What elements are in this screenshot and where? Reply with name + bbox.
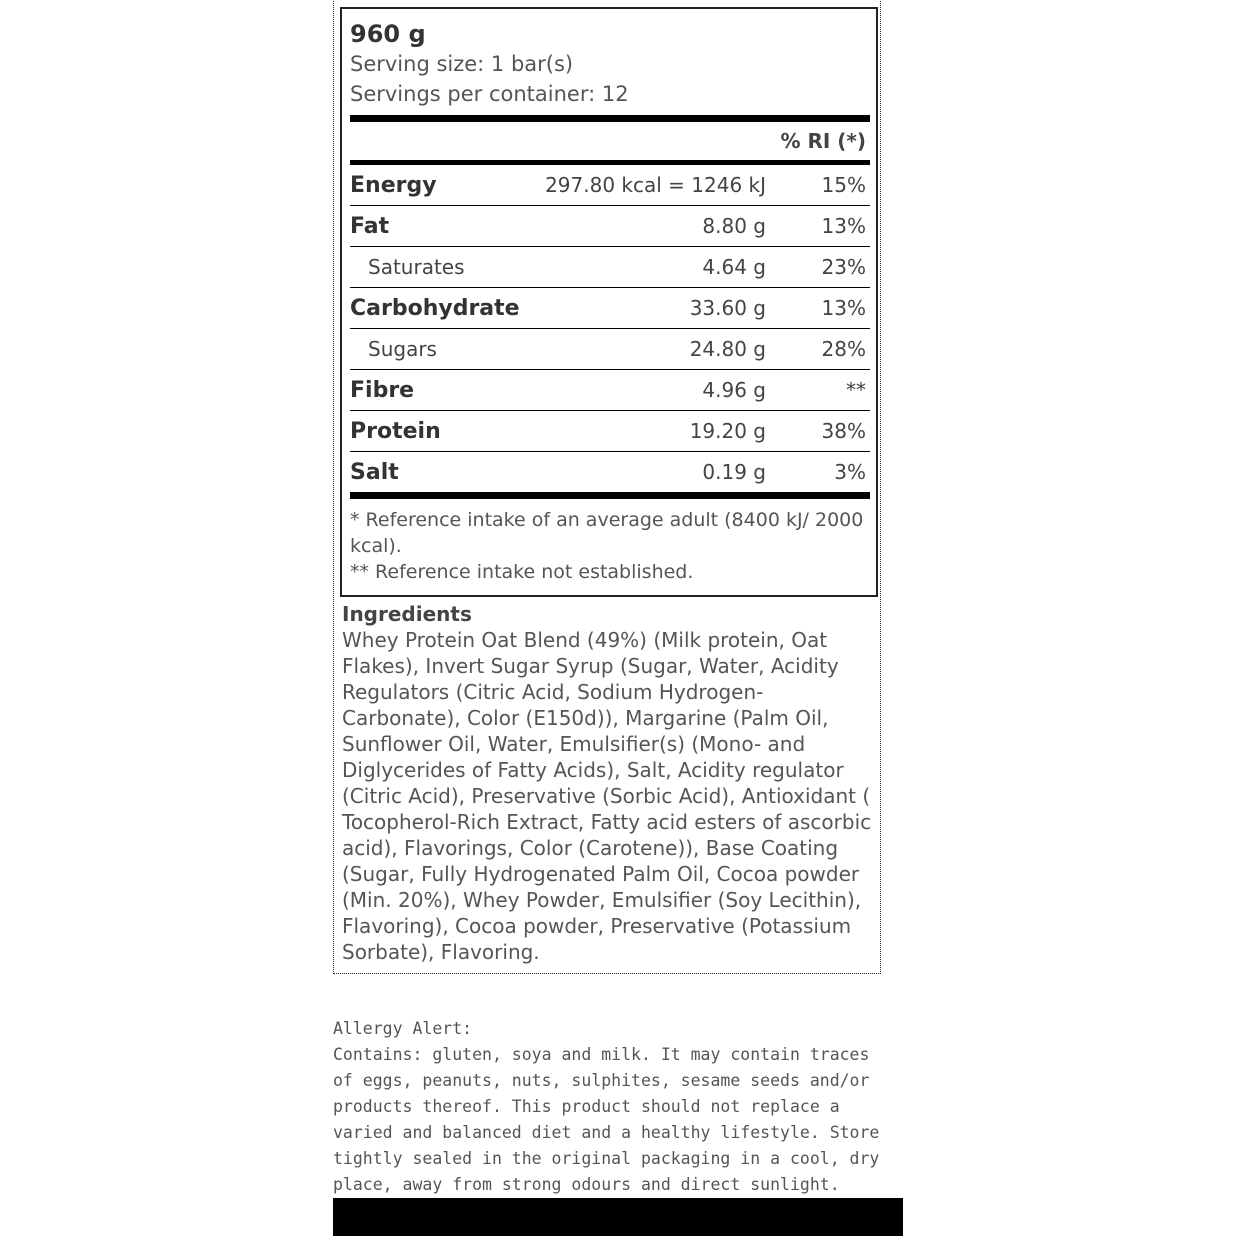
nutrient-row-energy bbox=[350, 165, 870, 206]
serving-size: Serving size: 1 bar(s) bbox=[350, 52, 574, 76]
nutrient-ri: 15% bbox=[821, 173, 866, 197]
nutrient-amount: 0.19 g bbox=[702, 460, 766, 484]
nutrient-amount: 4.96 g bbox=[702, 378, 766, 402]
footnote-not-established: ** Reference intake not established. bbox=[350, 561, 694, 583]
ingredients-text: Whey Protein Oat Blend (49%) (Milk protein, Oat Flakes), Invert Sugar Syrup (Sugar, Water, Acidity Regulators (Citric Acid, Sodium Hydrogen-Carbonate), Color (E150d)), Margarine (Palm Oil, Sunflower Oil, Water, Emulsifier(s) (Mono- and Diglycerides of Fatty Acids), Salt, Acidity regulator (Citric Acid), Preservative (Sorbic Acid), Antioxidant ( Tocopherol-Rich Extract, Fatty acid esters of ascorbic acid), Flavorings, Color (Carotene)), Base Coating (Sugar, Fully Hydrogenated Palm Oil, Cocoa powder (Min. 20%), Whey Powder, Emulsifier (Soy Lecithin), Flavoring), Cocoa powder, Preservative (Potassium Sorbate), Flavoring. bbox=[342, 628, 872, 964]
thick-divider bbox=[350, 115, 870, 122]
ingredients-title: Ingredients bbox=[342, 602, 472, 626]
nutrient-row-carbohydrate bbox=[350, 288, 870, 329]
thick-divider bbox=[350, 492, 870, 499]
nutrient-amount: 19.20 g bbox=[689, 419, 766, 443]
ri-column-header: % RI (*) bbox=[780, 129, 866, 153]
nutrient-row-sugars bbox=[350, 329, 870, 370]
nutrient-ri: ** bbox=[846, 378, 866, 402]
footnotes bbox=[350, 507, 870, 585]
allergy-title: Allergy Alert: bbox=[333, 1019, 473, 1038]
product-info-card bbox=[333, 0, 881, 974]
nutrient-amount: 8.80 g bbox=[702, 214, 766, 238]
nutrient-ri: 38% bbox=[821, 419, 866, 443]
nutrient-amount: 24.80 g bbox=[689, 337, 766, 361]
nutrition-facts-table bbox=[340, 7, 878, 597]
nutrient-name: Fibre bbox=[350, 377, 415, 403]
allergy-alert bbox=[333, 1016, 893, 1198]
nutrient-name: Sugars bbox=[368, 337, 437, 361]
nutrient-name: Fat bbox=[350, 213, 390, 239]
nutrient-row-salt bbox=[350, 452, 870, 492]
nutrient-name: Energy bbox=[350, 172, 437, 198]
nutrient-row-protein bbox=[350, 411, 870, 452]
nutrient-ri: 23% bbox=[821, 255, 866, 279]
nutrient-amount: 33.60 g bbox=[689, 296, 766, 320]
nutrient-row-saturates bbox=[350, 247, 870, 288]
nutrient-row-fibre bbox=[350, 370, 870, 411]
nutrient-amount: 4.64 g bbox=[702, 255, 766, 279]
nutrient-name: Saturates bbox=[368, 255, 465, 279]
nutrient-ri: 3% bbox=[834, 460, 866, 484]
nutrient-ri: 13% bbox=[821, 296, 866, 320]
servings-per-container: Servings per container: 12 bbox=[350, 82, 629, 106]
nutrient-name: Carbohydrate bbox=[350, 295, 520, 321]
nutrient-row-fat bbox=[350, 206, 870, 247]
nutrient-amount: 297.80 kcal = 1246 kJ bbox=[545, 173, 766, 197]
nutrient-name: Protein bbox=[350, 418, 441, 444]
nutrient-name: Salt bbox=[350, 459, 399, 485]
nutrient-ri: 28% bbox=[821, 337, 866, 361]
nutrient-ri: 13% bbox=[821, 214, 866, 238]
net-weight: 960 g bbox=[350, 20, 426, 48]
footnote-reference-intake: * Reference intake of an average adult (8400 kJ/ 2000 kcal). bbox=[350, 509, 864, 557]
bottom-black-bar bbox=[333, 1198, 903, 1236]
allergy-text: Contains: gluten, soya and milk. It may contain traces of eggs, peanuts, nuts, sulphites, sesame seeds and/or products thereof. This product should not replace a varied and balanced diet and a healthy lifestyle. Store tightly sealed in the original packaging in a cool, dry place, away from strong odours and direct sunlight. bbox=[333, 1045, 880, 1194]
ingredients-section bbox=[342, 601, 872, 965]
